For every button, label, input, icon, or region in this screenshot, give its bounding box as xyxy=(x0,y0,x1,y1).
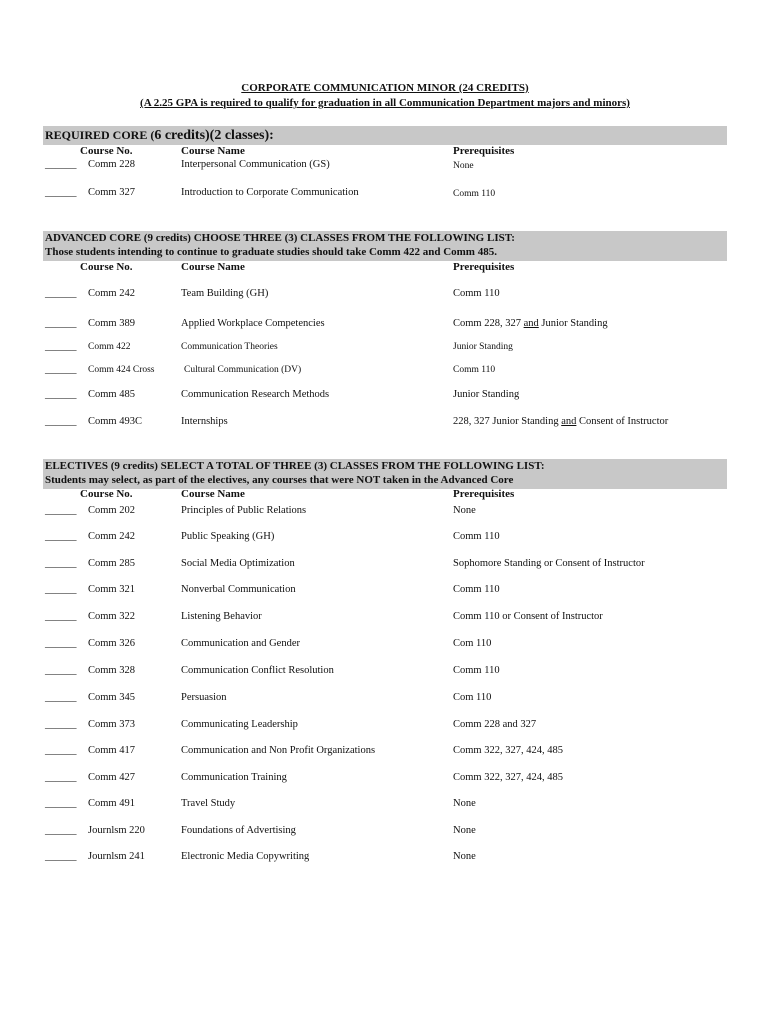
prerequisite-part: Junior Standing xyxy=(538,318,608,329)
col-prerequisites: Prerequisites xyxy=(453,261,515,273)
course-name: Applied Workplace Competencies xyxy=(181,318,325,329)
checkbox-blank[interactable]: ______ xyxy=(45,692,77,703)
prerequisite xyxy=(453,416,668,427)
page-subtitle: (A 2.25 GPA is required to qualify for graduation in all Communication Department majors and minors) xyxy=(140,97,630,109)
prerequisite: None xyxy=(453,851,476,862)
checkbox-blank[interactable]: ______ xyxy=(45,341,77,352)
course-name: Foundations of Advertising xyxy=(181,825,296,836)
course-name: Internships xyxy=(181,416,228,427)
page-title: CORPORATE COMMUNICATION MINOR (24 CREDITS) xyxy=(241,82,529,94)
advanced-core-heading: ADVANCED CORE (9 credits) CHOOSE THREE (3) CLASSES FROM THE FOLLOWING LIST: xyxy=(45,232,515,244)
prerequisite: None xyxy=(453,825,476,836)
checkbox-blank[interactable]: ______ xyxy=(45,825,77,836)
course-no: Comm 202 xyxy=(88,505,135,516)
prerequisite: Comm 110 xyxy=(453,288,500,299)
electives-heading: ELECTIVES (9 credits) SELECT A TOTAL OF THREE (3) CLASSES FROM THE FOLLOWING LIST: xyxy=(45,460,545,472)
course-name: Principles of Public Relations xyxy=(181,505,307,516)
col-course-no: Course No. xyxy=(80,145,133,157)
course-no: Comm 427 xyxy=(88,772,135,783)
checkbox-blank[interactable]: ______ xyxy=(45,159,77,170)
checkbox-blank[interactable]: ______ xyxy=(45,318,77,329)
checkbox-blank[interactable]: ______ xyxy=(45,745,77,756)
prerequisite: None xyxy=(453,161,474,171)
checkbox-blank[interactable]: ______ xyxy=(45,772,77,783)
checkbox-blank[interactable]: ______ xyxy=(45,584,77,595)
course-name: Communication and Gender xyxy=(181,638,300,649)
prerequisite-underlined: and xyxy=(561,416,577,427)
prerequisite: Comm 110 or Consent of Instructor xyxy=(453,611,603,622)
required-heading-part-b: 6 credits)(2 classes): xyxy=(154,128,274,143)
prerequisite: None xyxy=(453,505,476,516)
checkbox-blank[interactable]: ______ xyxy=(45,665,77,676)
col-course-name: Course Name xyxy=(181,145,245,157)
course-no: Comm 417 xyxy=(88,745,135,756)
course-no: Comm 491 xyxy=(88,798,135,809)
course-name: Communicating Leadership xyxy=(181,719,298,730)
prerequisite: Junior Standing xyxy=(453,389,520,400)
prerequisite: Comm 110 xyxy=(453,189,496,199)
course-no: Comm 285 xyxy=(88,558,135,569)
checkbox-blank[interactable]: ______ xyxy=(45,719,77,730)
course-no: Comm 485 xyxy=(88,389,135,400)
electives-note: Students may select, as part of the electives, any courses that were NOT taken in the Advanced Core xyxy=(45,474,514,486)
prerequisite: Sophomore Standing or Consent of Instructor xyxy=(453,558,645,569)
course-no: Comm 345 xyxy=(88,692,135,703)
course-name: Communication and Non Profit Organizations xyxy=(181,745,376,756)
advanced-core-note: Those students intending to continue to graduate studies should take Comm 422 and Comm 485. xyxy=(45,246,497,258)
col-course-no: Course No. xyxy=(80,261,133,273)
prerequisite: Comm 110 xyxy=(453,531,500,542)
prerequisite-part: 228, 327 Junior Standing xyxy=(453,416,562,427)
col-course-name: Course Name xyxy=(181,488,245,500)
prerequisite: Comm 322, 327, 424, 485 xyxy=(453,745,563,756)
prerequisite-part: Consent of Instructor xyxy=(576,416,669,427)
col-course-name: Course Name xyxy=(181,261,245,273)
course-name: Team Building (GH) xyxy=(181,288,269,299)
course-no: Comm 424 Cross xyxy=(88,365,155,375)
course-no: Comm 389 xyxy=(88,318,135,329)
course-name: Listening Behavior xyxy=(181,611,262,622)
required-heading-part-a: REQUIRED CORE ( xyxy=(45,128,155,142)
checkbox-blank[interactable]: ______ xyxy=(45,187,77,198)
checkbox-blank[interactable]: ______ xyxy=(45,505,77,516)
course-no: Comm 326 xyxy=(88,638,135,649)
prerequisite: Comm 110 xyxy=(453,365,496,375)
course-name: Social Media Optimization xyxy=(181,558,295,569)
course-name: Communication Research Methods xyxy=(181,389,330,400)
prerequisite: Comm 228 and 327 xyxy=(453,719,537,730)
checkbox-blank[interactable]: ______ xyxy=(45,416,77,427)
prerequisite: Junior Standing xyxy=(453,342,513,352)
course-name: Nonverbal Communication xyxy=(181,584,296,595)
checkbox-blank[interactable]: ______ xyxy=(45,851,77,862)
course-name: Introduction to Corporate Communication xyxy=(181,187,359,198)
course-no: Comm 422 xyxy=(88,342,131,352)
course-no: Comm 242 xyxy=(88,531,135,542)
prerequisite: Com 110 xyxy=(453,638,492,649)
course-no: Comm 228 xyxy=(88,159,135,170)
course-name: Persuasion xyxy=(181,692,227,703)
checkbox-blank[interactable]: ______ xyxy=(45,288,77,299)
checkbox-blank[interactable]: ______ xyxy=(45,798,77,809)
course-name: Interpersonal Communication (GS) xyxy=(181,159,330,170)
prerequisite-underlined: and xyxy=(523,318,539,329)
col-prerequisites: Prerequisites xyxy=(453,145,515,157)
course-no: Comm 322 xyxy=(88,611,135,622)
col-prerequisites: Prerequisites xyxy=(453,488,515,500)
prerequisite: None xyxy=(453,798,476,809)
course-name: Cultural Communication (DV) xyxy=(184,365,302,375)
prerequisite: Comm 110 xyxy=(453,665,500,676)
prerequisite: Comm 110 xyxy=(453,584,500,595)
course-name: Communication Theories xyxy=(181,342,278,352)
course-no: Journlsm 241 xyxy=(88,851,145,862)
course-no: Comm 493C xyxy=(88,416,142,427)
checkbox-blank[interactable]: ______ xyxy=(45,611,77,622)
col-course-no: Course No. xyxy=(80,488,133,500)
checkbox-blank[interactable]: ______ xyxy=(45,364,77,375)
course-no: Comm 328 xyxy=(88,665,135,676)
checkbox-blank[interactable]: ______ xyxy=(45,638,77,649)
course-no: Comm 321 xyxy=(88,584,135,595)
course-no: Comm 242 xyxy=(88,288,135,299)
course-name: Electronic Media Copywriting xyxy=(181,851,310,862)
course-no: Journlsm 220 xyxy=(88,825,145,836)
prerequisite xyxy=(453,318,608,329)
course-name: Communication Conflict Resolution xyxy=(181,665,334,676)
course-name: Communication Training xyxy=(181,772,287,783)
prerequisite: Com 110 xyxy=(453,692,492,703)
checkbox-blank[interactable]: ______ xyxy=(45,558,77,569)
prerequisite: Comm 322, 327, 424, 485 xyxy=(453,772,563,783)
course-name: Public Speaking (GH) xyxy=(181,531,275,542)
checkbox-blank[interactable]: ______ xyxy=(45,389,77,400)
course-name: Travel Study xyxy=(181,798,236,809)
prerequisite-part: Comm 228, 327 xyxy=(453,318,524,329)
course-no: Comm 327 xyxy=(88,187,135,198)
required-core-heading xyxy=(45,128,274,144)
course-no: Comm 373 xyxy=(88,719,135,730)
checkbox-blank[interactable]: ______ xyxy=(45,531,77,542)
